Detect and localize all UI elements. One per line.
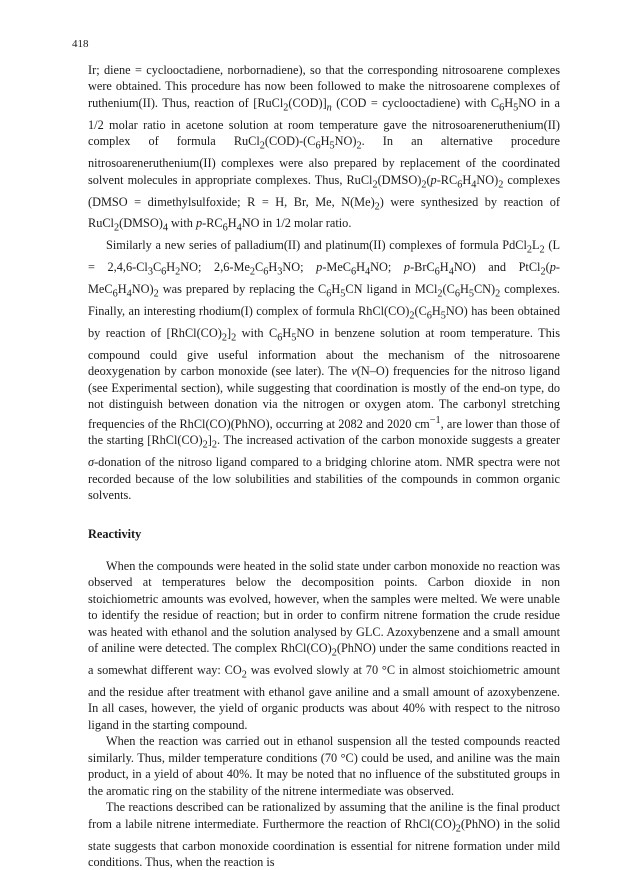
page-number: 418 bbox=[72, 38, 89, 50]
paragraph: Ir; diene = cyclooctadiene, norbornadiene), so that the corresponding nitrosoarene complexes were obtained. This procedure has now been followed to make the nitrosoarene complexes of ruthenium(II). Thus, reaction of $[RuCl_2(COD)]_n$ (COD = cyclooctadiene) with $C_6H_5NO$ in a 1/2 molar ratio in acetone solution at room temperature gave the nitrosoareneruthenium(II) complex of formula $RuCl_2(COD)-(C_6H_5NO)_2$. In an alternative procedure nitrosoareneruthenium(II) complexes were also prepared by replacement of the coordinated solvent molecules in appropriate complexes. Thus, $RuCl_2(DMSO)_2(p-RC_6H_4NO)_2$ complexes (DMSO = dimethylsulfoxide; R = H, Br, Me, $N(Me)_2$) were synthesized by reaction of $RuCl_2(DMSO)_4$ with $p-RC_6H_4NO$ in 1/2 molar ratio. bbox=[88, 63, 561, 234]
paragraph: The reactions described can be rationalized by assuming that the aniline is the final product from a labile nitrene intermediate. Furthermore the reaction of $RhCl(CO)_2(PhNO)$ in the solid state suggests that carbon monoxide coordination is essential for nitrene formation under mild conditions. Thus, when the reaction is bbox=[88, 800, 560, 870]
body-text bbox=[88, 62, 560, 870]
paragraph: Similarly a new series of palladium(II) and platinum(II) complexes of formula $PdCl_2L_2$ ($L = 2,4,6-Cl_3C_6H_2NO$; $2,6-Me_2C_6H_3NO$; $p-MeC_6H_4NO$; $p-BrC_6H_4NO$) and $PtCl_2(p-MeC_6H_4NO)_2$ was prepared by replacing the $C_6H_5CN$ ligand in $MCl_2(C_6H_5CN)_2$ complexes. Finally, an interesting rhodium(I) complex of formula $RhCl(CO)_2(C_6H_5NO)$ has been obtained by reaction of $[RhCl(CO)_2]_2$ with $C_6H_5NO$ in benzene solution at room temperature. This compound could give useful information about the mechanism of the nitrosoarene deoxygenation by carbon monoxide (see later). The ν(N–O) frequencies for the nitroso ligand (see Experimental section), while suggesting that coordination is mostly of the end-on type, do not distinguish between donation via the nitrogen or oxygen atom. The carbonyl stretching frequencies of the RhCl(CO)(PhNO), occurring at 2082 and 2020 $cm^{-1}$, are lower than those of the starting $[RhCl(CO)_2]_2$. The increased activation of the carbon monoxide suggests a greater σ-donation of the nitroso ligand compared to a bridging chlorine atom. NMR spectra were not recorded because of the low solubilities and stabilities of the compounds in common organic solvents. bbox=[88, 238, 561, 503]
section-heading: Reactivity bbox=[88, 526, 142, 541]
paragraph: When the reaction was carried out in ethanol suspension all the tested compounds reacted similarly. Thus, milder temperature conditions (70 °C) could be used, and aniline was the main product, in a yield of about 40%. It may be noted that no influence of the substituted groups in the aromatic ring on the stability of the nitrene intermediate was observed. bbox=[88, 734, 560, 798]
paragraph: When the compounds were heated in the solid state under carbon monoxide no reaction was observed at temperatures below the decomposition points. Carbon dioxide in non stoichiometric amounts was evolved, however, when the samples were melted. We were unable to identify the residue of reaction; but in order to confirm nitrene formation the crude residue was heated with ethanol and the solution analysed by GLC. Azoxybenzene and a small amount of aniline were detected. The complex $RhCl(CO)_2(PhNO)$ under the same conditions reacted in a somewhat different way: $CO_2$ was evolved slowly at 70 °C in almost stoichiometric amount and the residue after treatment with ethanol gave aniline and a small amount of azoxybenzene. In all cases, however, the yield of organic products was about 40% with respect to the nitroso ligand in the starting compound. bbox=[88, 558, 560, 732]
